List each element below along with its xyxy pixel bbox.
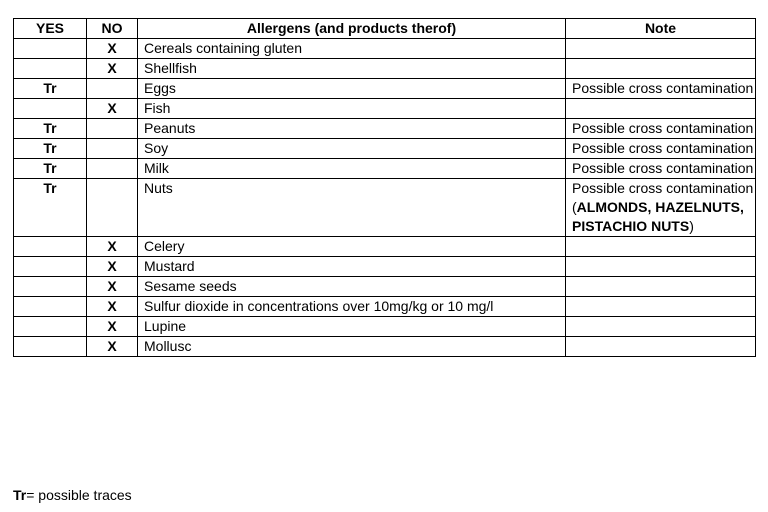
no-cell [87, 179, 138, 237]
yes-cell [14, 297, 87, 317]
table-row [14, 99, 756, 119]
no-cell: X [87, 99, 138, 119]
yes-cell: Tr [14, 159, 87, 179]
allergen-cell: Sesame seeds [138, 277, 566, 297]
yes-cell: Tr [14, 139, 87, 159]
note-cell [566, 59, 756, 79]
header-yes: YES [14, 19, 87, 39]
table-row [14, 237, 756, 257]
allergen-cell: Lupine [138, 317, 566, 337]
note-cell [566, 257, 756, 277]
allergen-cell: Shellfish [138, 59, 566, 79]
allergen-cell: Soy [138, 139, 566, 159]
yes-cell: Tr [14, 79, 87, 99]
yes-cell [14, 237, 87, 257]
yes-cell [14, 59, 87, 79]
no-cell [87, 139, 138, 159]
yes-cell [14, 257, 87, 277]
no-cell: X [87, 277, 138, 297]
table-row [14, 179, 756, 237]
no-cell: X [87, 39, 138, 59]
table-row [14, 317, 756, 337]
header-note: Note [566, 19, 756, 39]
yes-cell [14, 337, 87, 357]
table-row [14, 139, 756, 159]
allergen-cell: Sulfur dioxide in concentrations over 10mg/kg or 10 mg/l [138, 297, 566, 317]
yes-cell [14, 277, 87, 297]
allergen-table [13, 18, 756, 357]
yes-cell [14, 99, 87, 119]
note-cell [566, 337, 756, 357]
no-cell [87, 159, 138, 179]
yes-cell [14, 317, 87, 337]
no-cell: X [87, 59, 138, 79]
table-row [14, 59, 756, 79]
no-cell: X [87, 237, 138, 257]
note-cell: Possible cross contamination [566, 159, 756, 179]
table-row [14, 79, 756, 99]
allergen-cell: Peanuts [138, 119, 566, 139]
note-cell [566, 39, 756, 59]
note-text: Possible cross contamination [572, 180, 754, 196]
table-row [14, 337, 756, 357]
table-row [14, 119, 756, 139]
note-cell [566, 277, 756, 297]
allergen-cell: Fish [138, 99, 566, 119]
yes-cell: Tr [14, 179, 87, 237]
no-cell [87, 79, 138, 99]
yes-cell [14, 39, 87, 59]
allergen-cell: Eggs [138, 79, 566, 99]
note-cell [566, 317, 756, 337]
no-cell: X [87, 337, 138, 357]
header-allergen: Allergens (and products therof) [138, 19, 566, 39]
table-row [14, 297, 756, 317]
note-cell [566, 179, 756, 237]
allergen-cell: Mustard [138, 257, 566, 277]
note-open-paren: ( [572, 199, 577, 215]
note-close-paren: ) [689, 218, 694, 234]
footnote-abbr: Tr [13, 487, 27, 503]
note-cell [566, 297, 756, 317]
table-row [14, 277, 756, 297]
no-cell: X [87, 257, 138, 277]
footnote-text: = possible traces [26, 487, 132, 503]
table-header-row [14, 19, 756, 39]
allergen-cell: Nuts [138, 179, 566, 237]
no-cell: X [87, 317, 138, 337]
footnote [13, 486, 132, 505]
note-cell [566, 99, 756, 119]
table-row [14, 159, 756, 179]
note-cell [566, 237, 756, 257]
no-cell [87, 119, 138, 139]
note-cell: Possible cross contamination [566, 119, 756, 139]
allergen-cell: Celery [138, 237, 566, 257]
no-cell: X [87, 297, 138, 317]
yes-cell: Tr [14, 119, 87, 139]
note-bold-text: ALMONDS, HAZELNUTS, PISTACHIO NUTS [572, 199, 744, 234]
table-row [14, 257, 756, 277]
allergen-cell: Milk [138, 159, 566, 179]
note-cell: Possible cross contamination [566, 139, 756, 159]
allergen-cell: Cereals containing gluten [138, 39, 566, 59]
note-cell: Possible cross contamination [566, 79, 756, 99]
table-row [14, 39, 756, 59]
header-no: NO [87, 19, 138, 39]
allergen-cell: Mollusc [138, 337, 566, 357]
